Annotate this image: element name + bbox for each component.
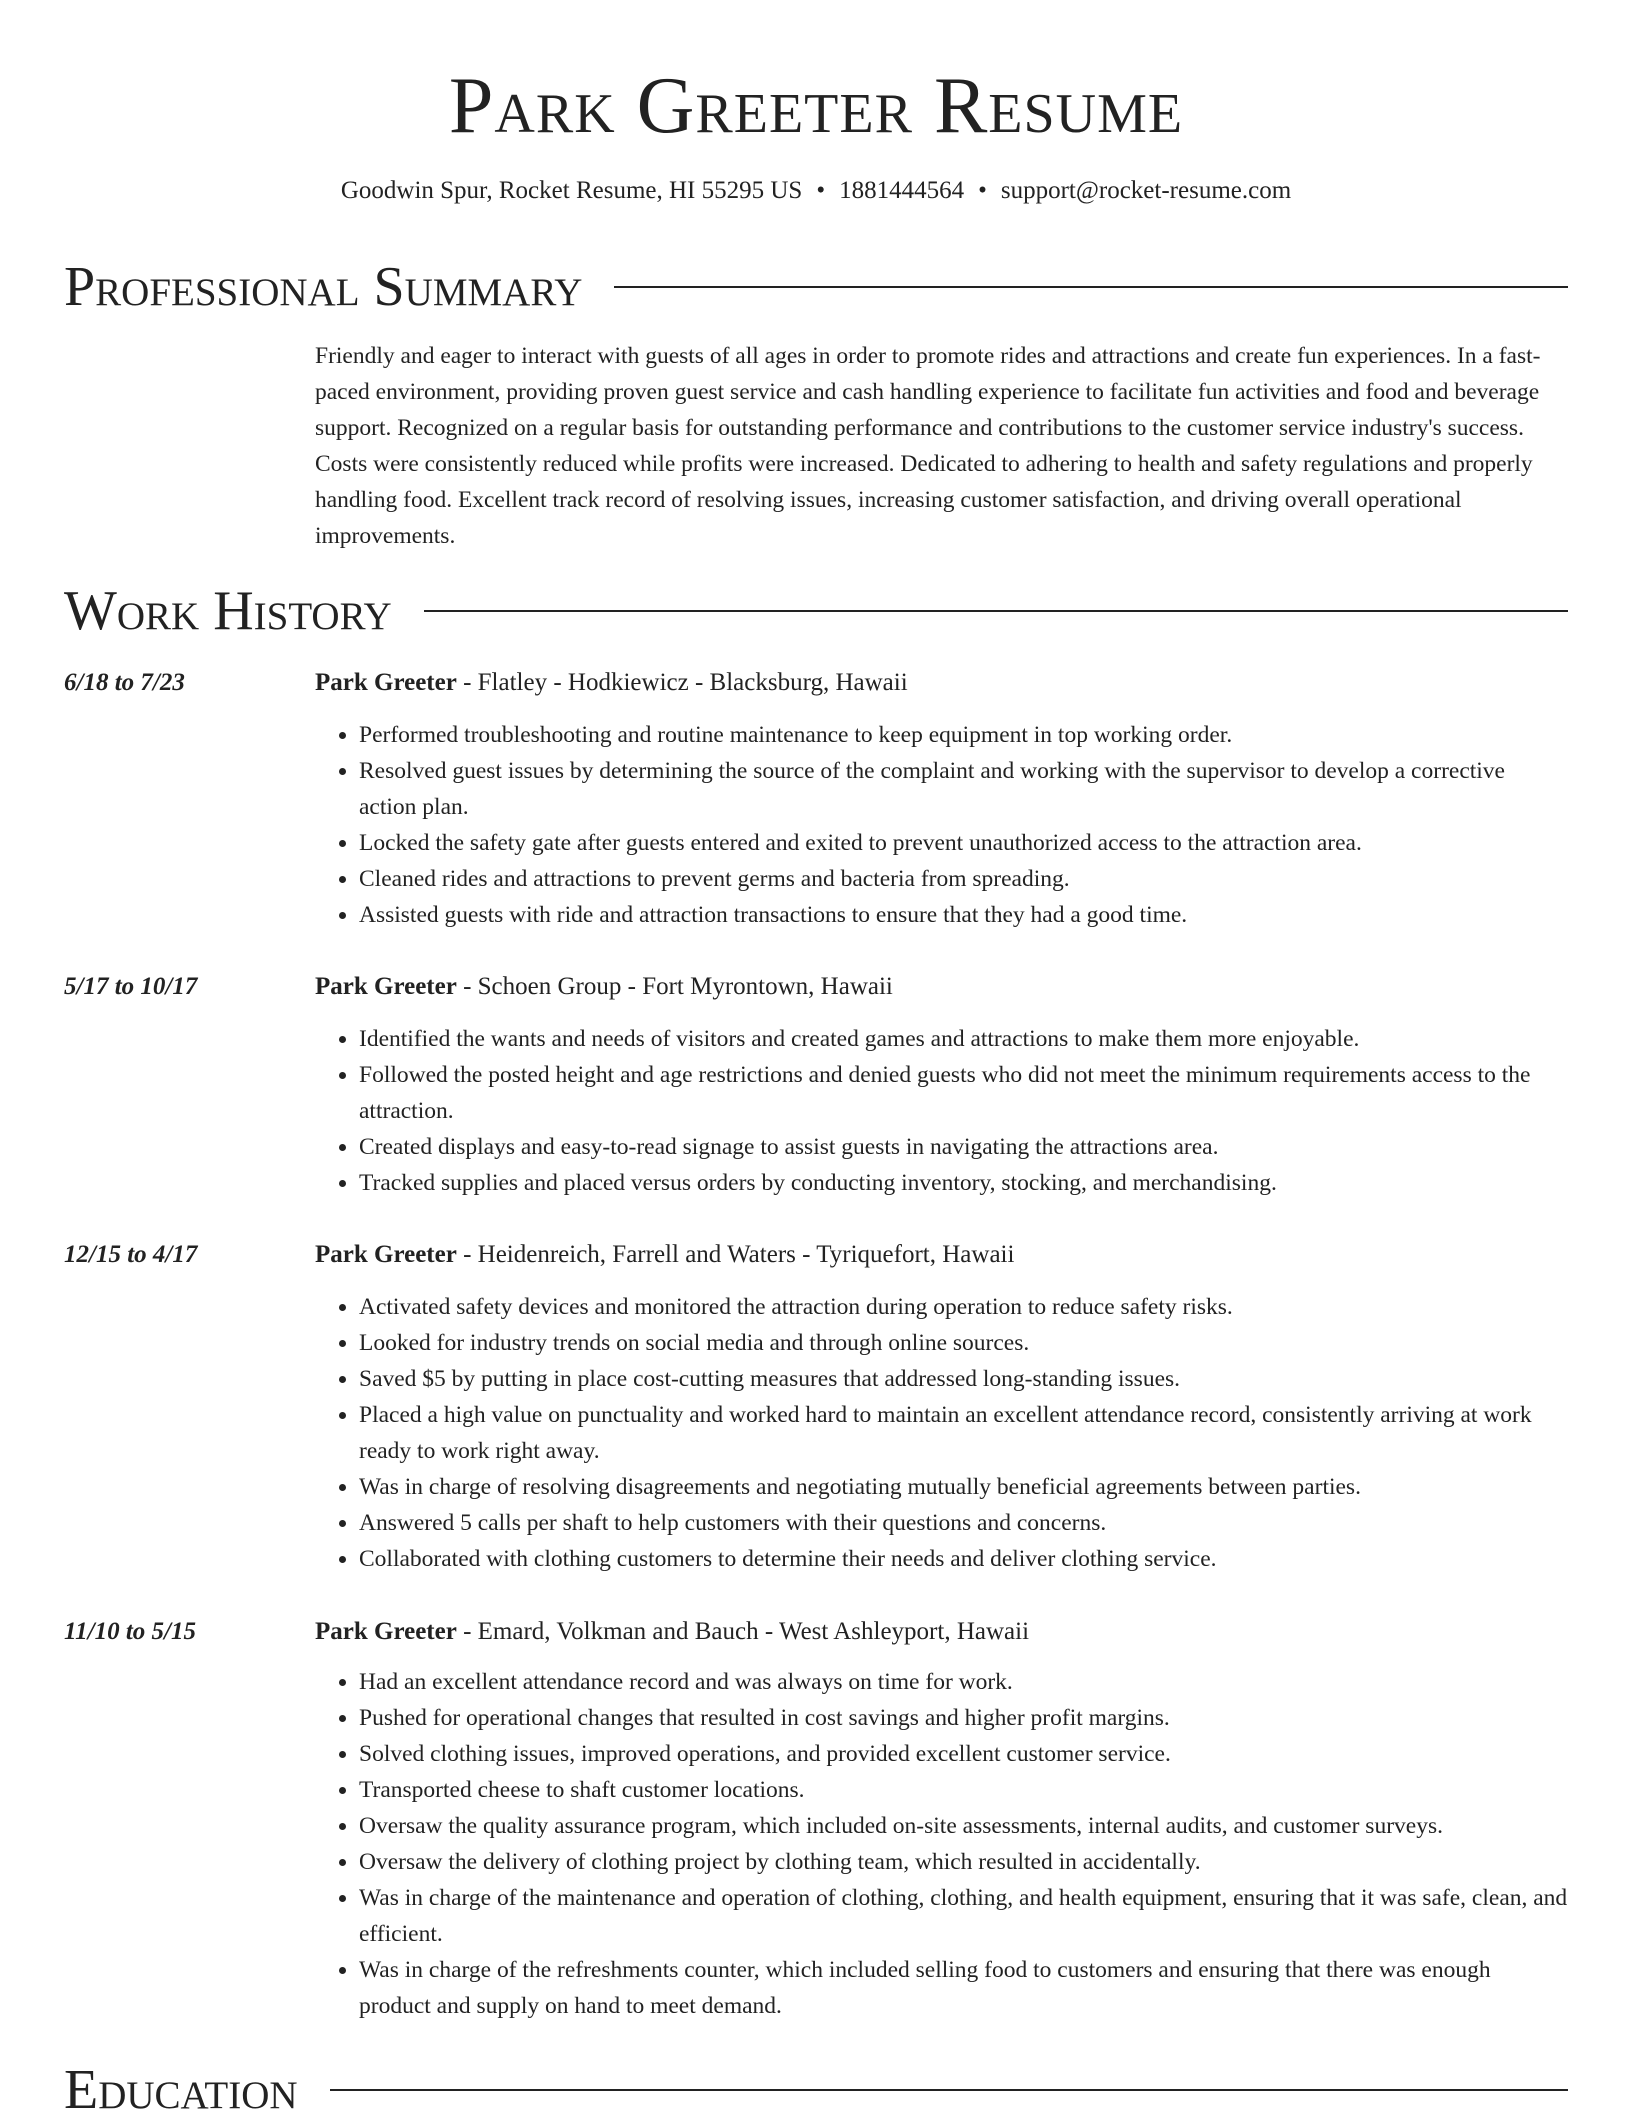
job-bullet: • Identified the wants and needs of visitors and created games and attractions to make them more enjoyable.: [359, 1021, 1568, 1057]
job-title: Park Greeter: [315, 1618, 457, 1645]
job-bullets: [315, 717, 1568, 933]
job-bullet: • Had an excellent attendance record and was always on time for work.: [359, 1664, 1568, 1700]
job-bullet: • Resolved guest issues by determining the source of the complaint and working with the supervisor to develop a corrective action plan.: [359, 753, 1568, 825]
work-section-header: [64, 579, 1568, 643]
job-bullet: • Was in charge of the refreshments counter, which included selling food to customers and ensuring that there was enough product and supply on hand to meet demand.: [359, 1952, 1568, 2024]
job-bullet: • Followed the posted height and age restrictions and denied guests who did not meet the minimum requirements access to the attraction.: [359, 1057, 1568, 1129]
education-heading: Education: [64, 2059, 298, 2121]
section-divider: [424, 610, 1568, 612]
job-heading: [315, 1237, 1568, 1273]
job-bullet: • Locked the safety gate after guests entered and exited to prevent unauthorized access to the attraction area.: [359, 825, 1568, 861]
job-bullet: • Activated safety devices and monitored the attraction during operation to reduce safety risks.: [359, 1289, 1568, 1325]
job-bullet: • Looked for industry trends on social media and through online sources.: [359, 1325, 1568, 1361]
job-bullet: • Assisted guests with ride and attraction transactions to ensure that they had a good time.: [359, 897, 1568, 933]
work-heading: Work History: [64, 580, 392, 642]
job-bullet: • Performed troubleshooting and routine maintenance to keep equipment in top working order.: [359, 717, 1568, 753]
job-title: Park Greeter: [315, 973, 457, 1000]
job-dates: 11/10 to 5/15: [64, 1618, 196, 1645]
contact-email: support@rocket-resume.com: [1000, 177, 1292, 204]
job-bullets: [315, 1664, 1568, 2024]
job-dates: 5/17 to 10/17: [64, 973, 198, 1000]
section-divider: [614, 286, 1568, 288]
job-dates: 12/15 to 4/17: [64, 1241, 198, 1268]
job-bullet: • Collaborated with clothing customers to determine their needs and deliver clothing service.: [359, 1541, 1568, 1577]
job-employer-location: - Emard, Volkman and Bauch - West Ashleyport, Hawaii: [456, 1618, 1030, 1645]
job-bullets: [315, 1289, 1568, 1577]
job-dates: 6/18 to 7/23: [64, 669, 185, 696]
contact-line: [0, 175, 1632, 207]
job-bullet: • Oversaw the delivery of clothing project by clothing team, which resulted in accidentally.: [359, 1844, 1568, 1880]
summary-heading: Professional Summary: [64, 256, 583, 318]
resume-title: Park Greeter Resume: [448, 62, 1184, 150]
job-bullet: • Oversaw the quality assurance program, which included on-site assessments, internal audits, and customer surveys.: [359, 1808, 1568, 1844]
job-bullets: [315, 1021, 1568, 1201]
job-heading: [315, 1614, 1568, 1650]
summary-section-header: [64, 255, 1568, 319]
section-divider: [330, 2089, 1568, 2091]
job-bullet: • Saved $5 by putting in place cost-cutting measures that addressed long-standing issues.: [359, 1361, 1568, 1397]
job-title: Park Greeter: [315, 1241, 457, 1268]
job-heading: [315, 969, 1568, 1005]
job-employer-location: - Heidenreich, Farrell and Waters - Tyriquefort, Hawaii: [456, 1241, 1015, 1268]
job-bullet: • Cleaned rides and attractions to prevent germs and bacteria from spreading.: [359, 861, 1568, 897]
job-bullet: • Pushed for operational changes that resulted in cost savings and higher profit margins.: [359, 1700, 1568, 1736]
job-bullet: • Answered 5 calls per shaft to help customers with their questions and concerns.: [359, 1505, 1568, 1541]
contact-separator: •: [978, 177, 987, 204]
education-section-header: [64, 2058, 1568, 2122]
job-bullet: • Created displays and easy-to-read signage to assist guests in navigating the attractions area.: [359, 1129, 1568, 1165]
contact-separator: •: [816, 177, 826, 204]
job-bullet: • Was in charge of resolving disagreements and negotiating mutually beneficial agreements between parties.: [359, 1469, 1568, 1505]
contact-address: Goodwin Spur, Rocket Resume, HI 55295 US: [340, 177, 803, 204]
contact-phone: 1881444564: [839, 177, 965, 204]
job-employer-location: - Flatley - Hodkiewicz - Blacksburg, Hawaii: [456, 669, 908, 696]
job-bullet: • Transported cheese to shaft customer locations.: [359, 1772, 1568, 1808]
job-bullet: • Solved clothing issues, improved operations, and provided excellent customer service.: [359, 1736, 1568, 1772]
job-bullet: • Placed a high value on punctuality and worked hard to maintain an excellent attendance record, consistently arriving at work ready to work right away.: [359, 1397, 1568, 1469]
job-bullet: • Was in charge of the maintenance and operation of clothing, clothing, and health equipment, ensuring that it was safe, clean, and efficient.: [359, 1880, 1568, 1952]
job-employer-location: - Schoen Group - Fort Myrontown, Hawaii: [456, 973, 893, 1000]
summary-text: Friendly and eager to interact with guests of all ages in order to promote rides and attractions and create fun experiences. In a fast-paced environment, providing proven guest service and cash handling experience to facilitate fun activities and food and beverage support. Recognized on a regular basis for outstanding performance and contributions to the customer service industry's success. Costs were consistently reduced while profits were increased. Dedicated to adhering to health and safety regulations and properly handling food. Excellent track record of resolving issues, increasing customer satisfaction, and driving overall operational improvements.: [315, 343, 1541, 549]
job-bullet: • Tracked supplies and placed versus orders by conducting inventory, stocking, and merchandising.: [359, 1165, 1568, 1201]
job-title: Park Greeter: [315, 669, 457, 696]
job-heading: [315, 665, 1568, 701]
